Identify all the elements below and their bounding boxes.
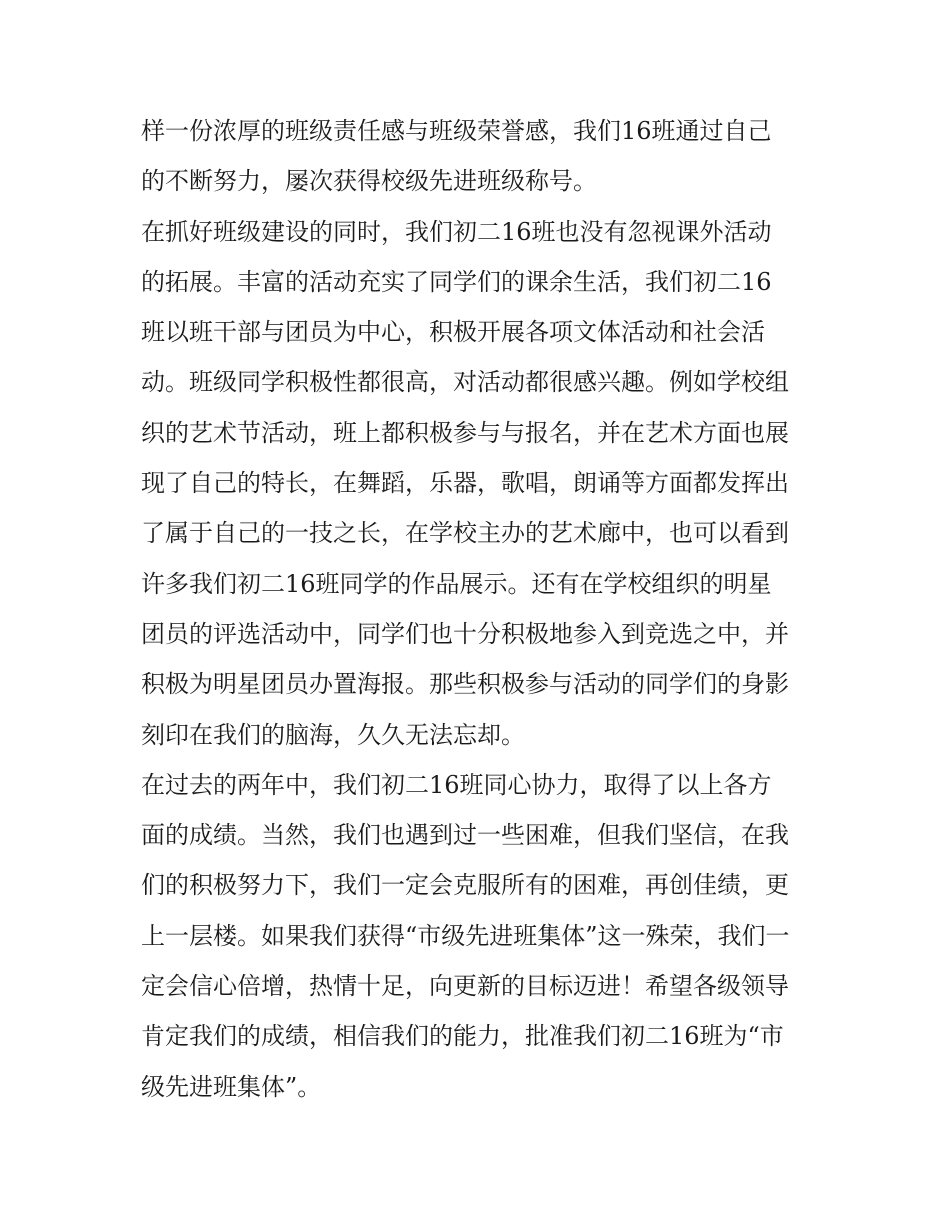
text-line: 团员的评选活动中，同学们也十分积极地参入到竞选之中，并 [141,619,789,648]
text-line: 动。班级同学积极性都很高，对活动都很感兴趣。例如学校组 [141,368,789,397]
text-line: 们的积极努力下，我们一定会克服所有的困难，再创佳绩，更 [141,871,789,900]
text-line: 的拓展。丰富的活动充实了同学们的课余生活，我们初二16 [141,267,772,296]
text-line: 级先进班集体”。 [141,1072,322,1101]
document-body [141,106,821,1112]
text-line: 在抓好班级建设的同时，我们初二16班也没有忽视课外活动 [141,217,772,246]
text-line: 积极为明星团员办置海报。那些积极参与活动的同学们的身影 [141,670,789,699]
text-line: 的不断努力，屡次获得校级先进班级称号。 [141,167,597,196]
text-line: 许多我们初二16班同学的作品展示。还有在学校组织的明星 [141,569,772,598]
text-line: 定会信心倍增，热情十足，向更新的目标迈进！希望各级领导 [141,972,789,1001]
text-line: 上一层楼。如果我们获得“市级先进班集体”这一殊荣，我们一 [141,921,790,950]
text-line: 面的成绩。当然，我们也遇到过一些困难，但我们坚信，在我 [141,821,789,850]
text-line: 班以班干部与团员为中心，积极开展各项文体活动和社会活 [141,318,765,347]
text-line: 刻印在我们的脑海，久久无法忘却。 [141,720,525,749]
text-line: 织的艺术节活动，班上都积极参与与报名，并在艺术方面也展 [141,418,789,447]
text-line: 在过去的两年中，我们初二16班同心协力，取得了以上各方 [141,770,772,799]
text-line: 样一份浓厚的班级责任感与班级荣誉感，我们16班通过自己 [141,117,772,145]
text-line: 肯定我们的成绩，相信我们的能力，批准我们初二16班为“市 [141,1022,784,1051]
text-line: 现了自己的特长，在舞蹈，乐器，歌唱，朗诵等方面都发挥出 [141,469,789,498]
text-line: 了属于自己的一技之长，在学校主办的艺术廊中，也可以看到 [141,519,789,548]
